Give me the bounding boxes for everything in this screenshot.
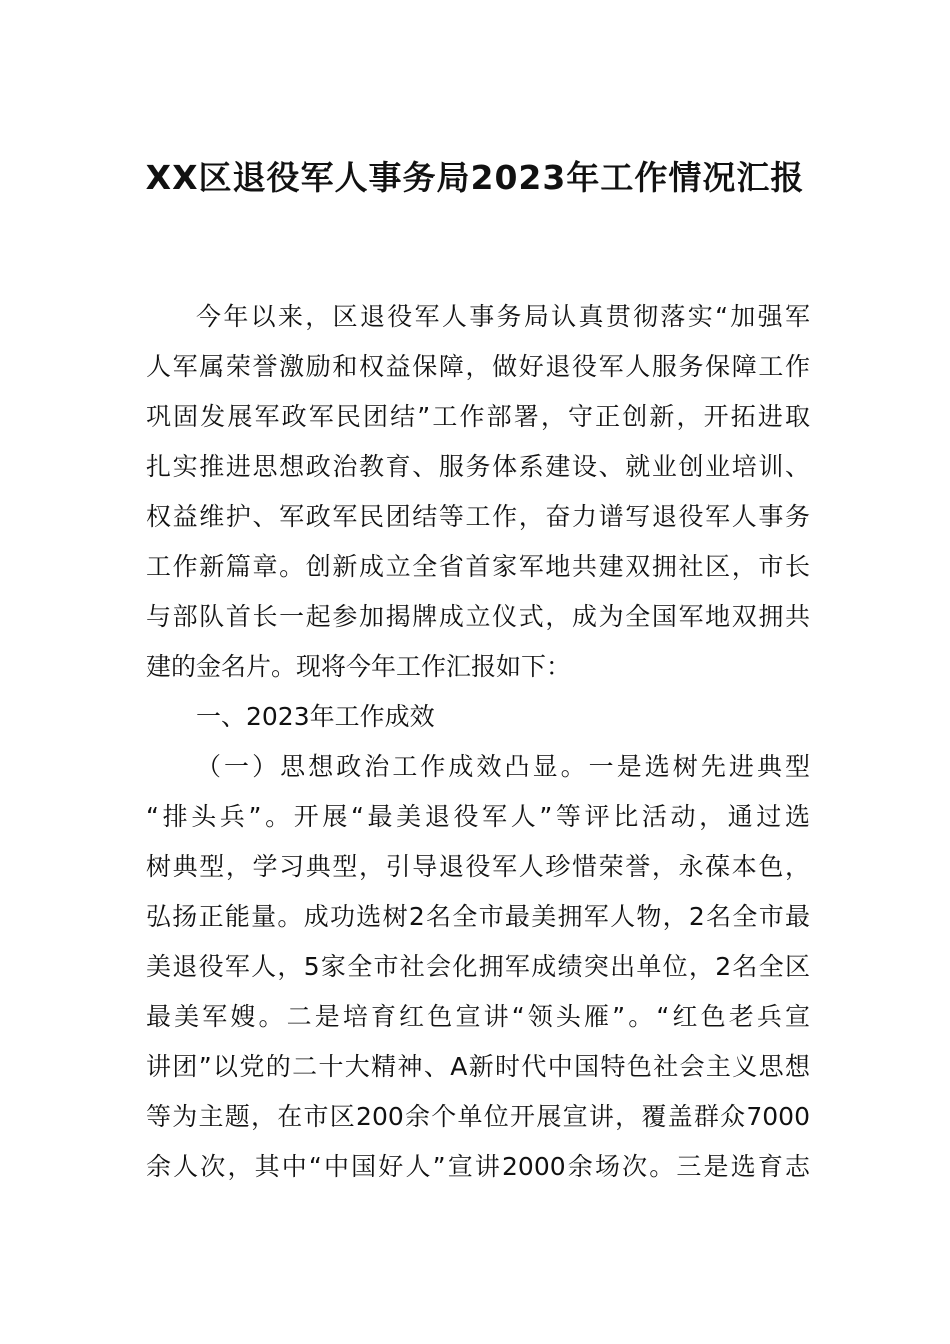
- paragraph-line: 树典型，学习典型，引导退役军人珍惜荣誉，永葆本色，: [146, 852, 810, 881]
- paragraph-line: 今年以来，区退役军人事务局认真贯彻落实“加强军: [196, 302, 810, 331]
- paragraph-line: 权益维护、军政军民团结等工作，奋力谱写退役军人事务: [146, 502, 810, 531]
- document-body: [146, 292, 810, 1192]
- paragraph-line: “排头兵”。开展“最美退役军人”等评比活动，通过选: [146, 802, 810, 831]
- paragraph-line: 美退役军人，5家全市社会化拥军成绩突出单位，2名全区: [146, 952, 810, 981]
- paragraph-line: 讲团”以党的二十大精神、A新时代中国特色社会主义思想: [146, 1052, 810, 1081]
- paragraph-line: 工作新篇章。创新成立全省首家军地共建双拥社区，市长: [146, 552, 810, 581]
- paragraph-line: 弘扬正能量。成功选树2名全市最美拥军人物，2名全市最: [146, 902, 810, 931]
- paragraph-line: 余人次，其中“中国好人”宣讲2000余场次。三是选育志: [146, 1152, 810, 1181]
- paragraph-line: （一）思想政治工作成效凸显。一是选树先进典型: [196, 752, 810, 781]
- paragraph-line: 建的金名片。现将今年工作汇报如下：: [146, 652, 572, 681]
- document-title: XX区退役军人事务局2023年工作情况汇报: [145, 158, 805, 197]
- paragraph-line: 最美军嫂。二是培育红色宣讲“领头雁”。“红色老兵宣: [146, 1002, 810, 1031]
- paragraph-line: 扎实推进思想政治教育、服务体系建设、就业创业培训、: [146, 452, 810, 481]
- paragraph-line: 等为主题，在市区200余个单位开展宣讲，覆盖群众7000: [146, 1102, 810, 1131]
- paragraph-line: 人军属荣誉激励和权益保障，做好退役军人服务保障工作: [146, 352, 810, 381]
- paragraph-line: 与部队首长一起参加揭牌成立仪式，成为全国军地双拥共: [146, 602, 810, 631]
- paragraph-line: 巩固发展军政军民团结”工作部署，守正创新，开拓进取: [146, 402, 810, 431]
- section-heading: 一、2023年工作成效: [196, 702, 435, 731]
